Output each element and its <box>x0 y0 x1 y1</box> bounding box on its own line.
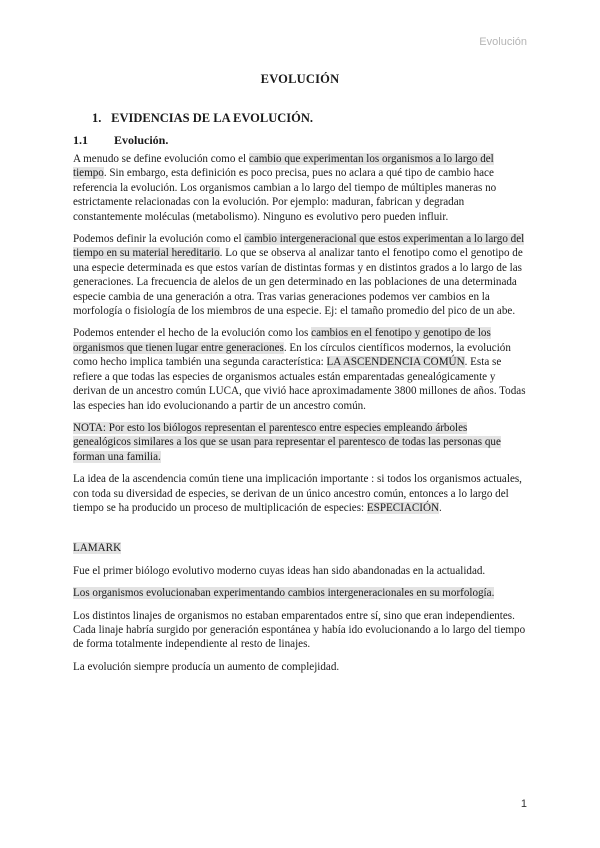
text-span: Podemos definir la evolución como el <box>73 233 245 246</box>
lamark-paragraph-2 <box>73 586 528 600</box>
highlighted-text: cambio intergeneracional que estos experimentan a lo largo del tiempo en su material hereditario <box>73 233 525 260</box>
highlighted-text: ESPECIACIÓN <box>366 501 440 514</box>
text-span: . Sin embargo, esta definición es poco precisa, pues no aclara a qué tipo de cambio hace referencia la evolución. Los organismos cambian a lo largo del tiempo de múltiples maneras no estrictamente relacionadas con la evolución. Por ejemplo: maduran, fabrican y degradan constantemente moléculas (metabolismo). Ninguno es evolutivo pero pueden influir. <box>73 167 497 223</box>
section-heading <box>92 111 313 126</box>
highlighted-text: Los organismos evolucionaban experimentando cambios intergeneracionales en su morfología. <box>73 587 495 600</box>
running-header: Evolución <box>479 36 527 48</box>
highlighted-text: NOTA: Por esto los biólogos representan el parentesco entre especies empleando árboles genealógicos similares a los que se usan para representar el parentesco de todas las personas que forman una familia. <box>73 421 501 463</box>
page-number: 1 <box>520 798 527 810</box>
highlighted-text: LA ASCENDENCIA COMÚN <box>326 356 465 369</box>
paragraph-intergenerational <box>73 232 528 318</box>
highlighted-text: LAMARK <box>73 542 122 555</box>
lamark-paragraph-4: La evolución siempre producía un aumento de complejidad. <box>73 660 340 673</box>
text-span: . Esta se refiere a que todas las especies de organismos actuales están emparentadas genealógicamente y derivan de un ancestro común LUCA, que vivió hace aproximadamente 3800 millones de años. Todas las especies han ido evolucionando a partir de un ancestro común. <box>73 356 526 412</box>
text-span: . En los círculos científicos modernos, la evolución como hecho implica también una segunda característica: <box>73 341 511 369</box>
paragraph-speciation <box>73 472 528 515</box>
section-number: 1. <box>92 111 102 125</box>
highlighted-text: cambio que experimentan los organismos a lo largo del tiempo <box>73 153 494 180</box>
text-span: A menudo se define evolución como el <box>73 153 249 165</box>
paragraph-definition <box>73 152 528 224</box>
text-span: . Lo que se observa al analizar tanto el fenotipo como el genotipo de una especie determinada es que estos varían de distintas formas y en distintos grados a lo largo de las generaciones. La frecuencia de alelos de un gen determinado en las poblaciones de una determinada especie cambia de una generación a otra. Tras varias generaciones podemos ver cambios en la morfología o fisiología de los miembros de una especie. Ej: el tamaño promedio del pico de un abe. <box>73 247 523 318</box>
text-span: . <box>439 501 442 514</box>
document-body <box>73 152 528 682</box>
document-title: EVOLUCIÓN <box>260 72 340 86</box>
highlighted-text: cambios en el fenotipo y genotipo de los organismos que tienen lugar entre generaciones <box>73 327 491 354</box>
section-title: EVIDENCIAS DE LA EVOLUCIÓN. <box>111 111 313 125</box>
subsection-number: 1.1 <box>73 133 88 147</box>
lamark-paragraph-3: Los distintos linajes de organismos no estaban emparentados entre sí, sino que eran independientes. Cada linaje habría surgido por generación espontánea y había ido evolucionando a lo largo del tiempo de forma totalmente independiente al resto de linajes. <box>73 609 526 651</box>
text-span: La idea de la ascendencia común tiene una implicación importante : si todos los organismos actuales, con toda su diversidad de especies, se derivan de un único ancestro común, entonces a lo largo del tiempo se ha producido un proceso de multiplicación de especies: <box>73 473 522 514</box>
subsection-heading <box>73 133 168 148</box>
text-span: Podemos entender el hecho de la evolución como los <box>73 327 312 340</box>
lamark-paragraph-1: Fue el primer biólogo evolutivo moderno cuyas ideas han sido abandonadas en la actualidad. <box>73 564 486 577</box>
subsection-title: Evolución. <box>114 133 169 147</box>
paragraph-common-ancestry <box>73 326 528 412</box>
lamark-label <box>73 541 121 555</box>
note-paragraph <box>73 421 528 464</box>
